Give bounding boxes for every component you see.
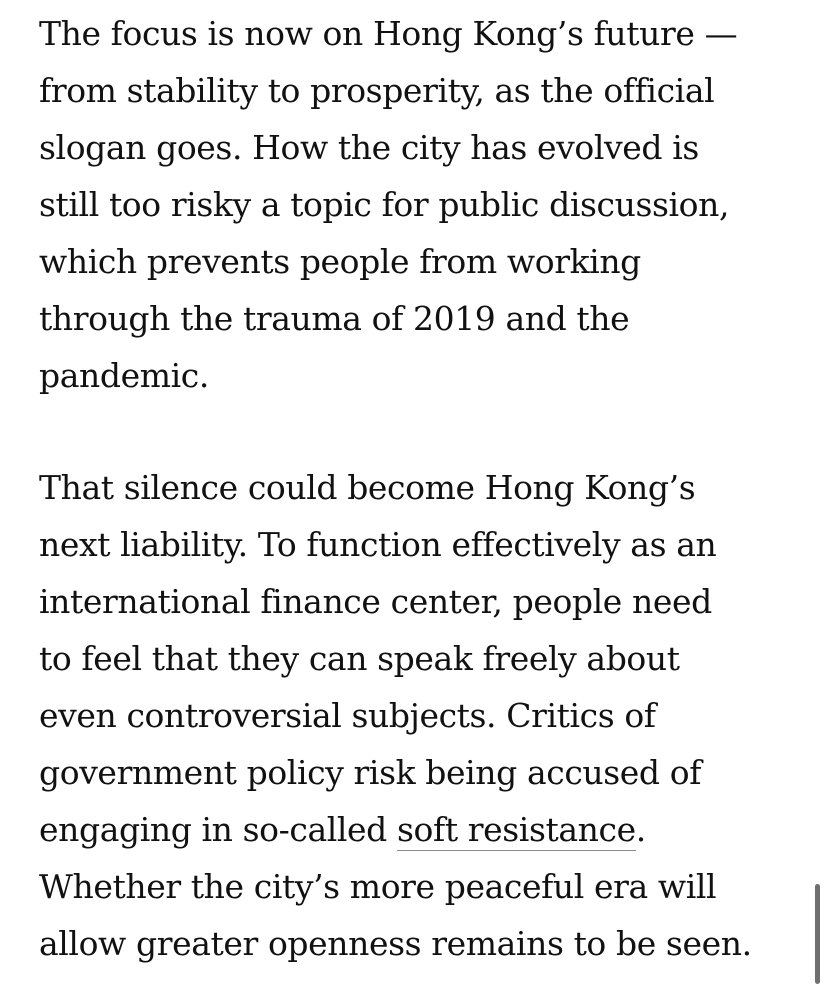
paragraph-2 xyxy=(39,459,799,972)
text-line: next liability. To function effectively as an xyxy=(39,525,717,564)
text-line: from stability to prosperity, as the official xyxy=(39,71,715,110)
text-line: allow greater openness remains to be seen. xyxy=(39,924,752,963)
text-line: government policy risk being accused of xyxy=(39,753,702,792)
text-line: Whether the city’s more peaceful era will xyxy=(39,867,717,906)
text-line: The focus is now on Hong Kong’s future — xyxy=(39,14,738,53)
text-line: pandemic. xyxy=(39,356,209,395)
text-line: to feel that they can speak freely about xyxy=(39,639,680,678)
paragraph-1 xyxy=(39,0,799,404)
text-line: even controversial subjects. Critics of xyxy=(39,696,656,735)
article-body xyxy=(39,0,799,972)
text-segment: . xyxy=(635,810,646,849)
text-line: which prevents people from working xyxy=(39,242,641,281)
text-line: That silence could become Hong Kong’s xyxy=(39,468,696,507)
text-line: still too risky a topic for public discussion, xyxy=(39,185,730,224)
text-line-with-link xyxy=(39,801,799,858)
text-line: international finance center, people need xyxy=(39,582,712,621)
text-line: slogan goes. How the city has evolved is xyxy=(39,128,699,167)
text-line: through the trauma of 2019 and the xyxy=(39,299,630,338)
soft-resistance-link[interactable]: soft resistance xyxy=(397,810,636,849)
scrollbar-thumb[interactable] xyxy=(815,884,820,984)
text-segment: engaging in so-called xyxy=(39,810,397,849)
